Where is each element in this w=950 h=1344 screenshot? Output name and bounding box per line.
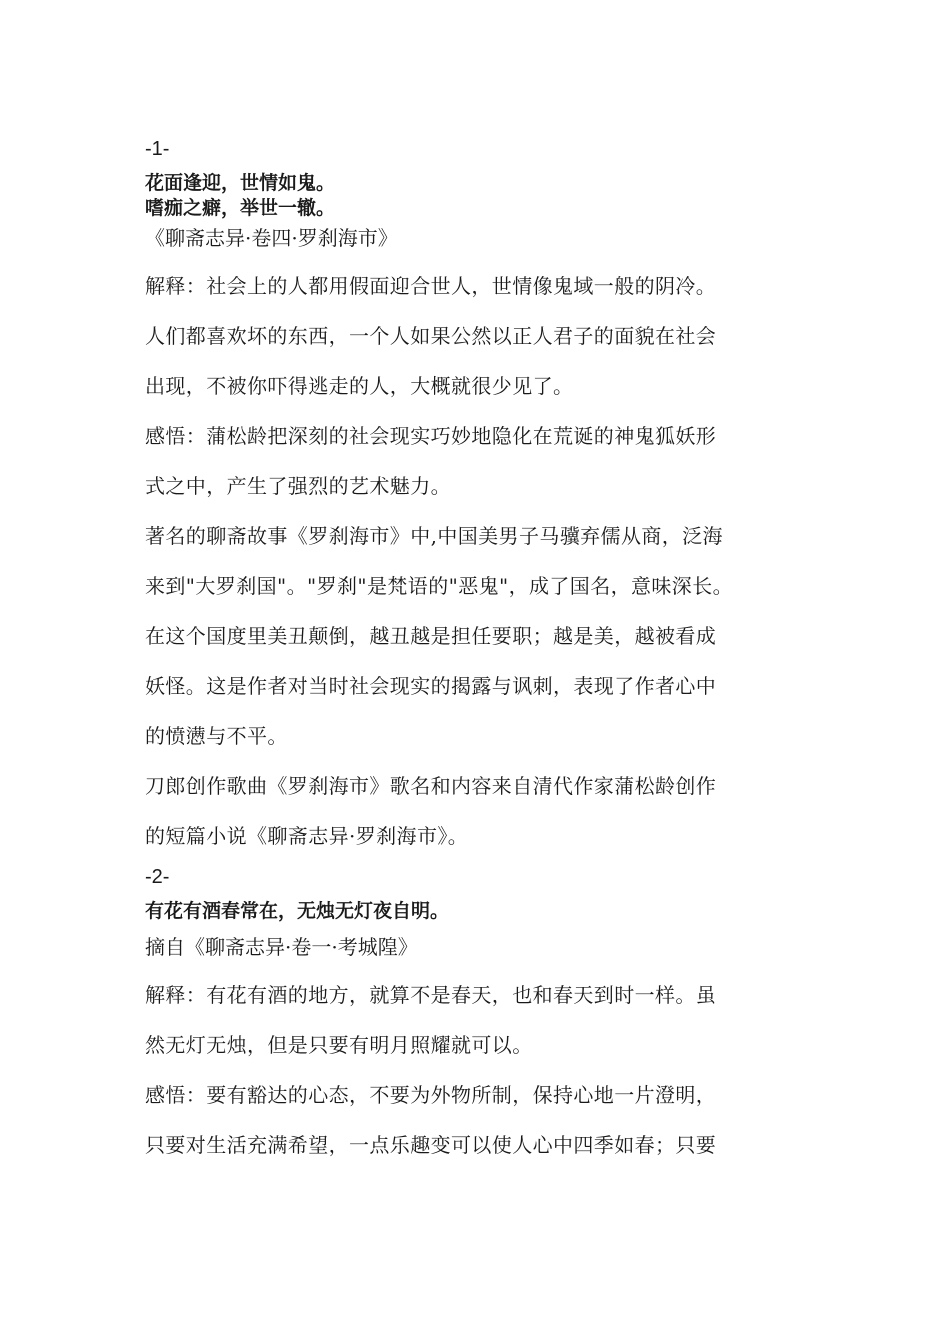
source-citation: 《聊斋志异·卷四·罗刹海市》 bbox=[145, 226, 398, 250]
paragraph-line: 著名的聊斋故事《罗刹海市》中,中国美男子马骥弃儒从商，泛海 bbox=[145, 524, 723, 548]
paragraph-line: 只要对生活充满希望，一点乐趣变可以使人心中四季如春；只要 bbox=[145, 1133, 717, 1157]
paragraph-line: 妖怪。这是作者对当时社会现实的揭露与讽刺，表现了作者心中 bbox=[145, 674, 717, 698]
paragraph-line: 解释：有花有酒的地方，就算不是春天，也和春天到时一样。虽 bbox=[145, 983, 717, 1007]
paragraph-line: 感悟：蒲松龄把深刻的社会现实巧妙地隐化在荒诞的神鬼狐妖形 bbox=[145, 424, 717, 448]
source-citation: 摘自《聊斋志异·卷一·考城隍》 bbox=[145, 935, 418, 959]
paragraph-line: 在这个国度里美丑颠倒，越丑越是担任要职；越是美，越被看成 bbox=[145, 624, 717, 648]
paragraph-line: 然无灯无烛，但是只要有明月照耀就可以。 bbox=[145, 1033, 533, 1057]
paragraph-line: 的愤懑与不平。 bbox=[145, 724, 288, 748]
paragraph-line: 出现，不被你吓得逃走的人，大概就很少见了。 bbox=[145, 374, 574, 398]
section-2 bbox=[145, 861, 815, 1170]
paragraph-line: 解释：社会上的人都用假面迎合世人，世情像鬼域一般的阴冷。 bbox=[145, 274, 717, 298]
paragraph-line: 式之中，产生了强烈的艺术魅力。 bbox=[145, 474, 451, 498]
quote-line: 花面逢迎，世情如鬼。 bbox=[145, 172, 336, 194]
paragraph-line: 刀郎创作歌曲《罗刹海市》歌名和内容来自清代作家蒲松龄创作 bbox=[145, 774, 717, 798]
quote-line: 有花有酒春常在，无烛无灯夜自明。 bbox=[145, 900, 450, 922]
quote-line: 嗜痂之癖，举世一辙。 bbox=[145, 197, 336, 219]
section-number: -2- bbox=[145, 866, 170, 888]
section-number: -1- bbox=[145, 138, 170, 160]
paragraph-line: 的短篇小说《聊斋志异·罗刹海市》。 bbox=[145, 824, 469, 848]
paragraph-line: 人们都喜欢坏的东西，一个人如果公然以正人君子的面貌在社会 bbox=[145, 324, 717, 348]
paragraph-line: 来到"大罗刹国"。"罗刹"是梵语的"恶鬼"，成了国名，意味深长。 bbox=[145, 574, 733, 598]
paragraph-line: 感悟：要有豁达的心态，不要为外物所制，保持心地一片澄明， bbox=[145, 1083, 717, 1107]
document-page bbox=[145, 133, 815, 1170]
section-1 bbox=[145, 133, 815, 861]
